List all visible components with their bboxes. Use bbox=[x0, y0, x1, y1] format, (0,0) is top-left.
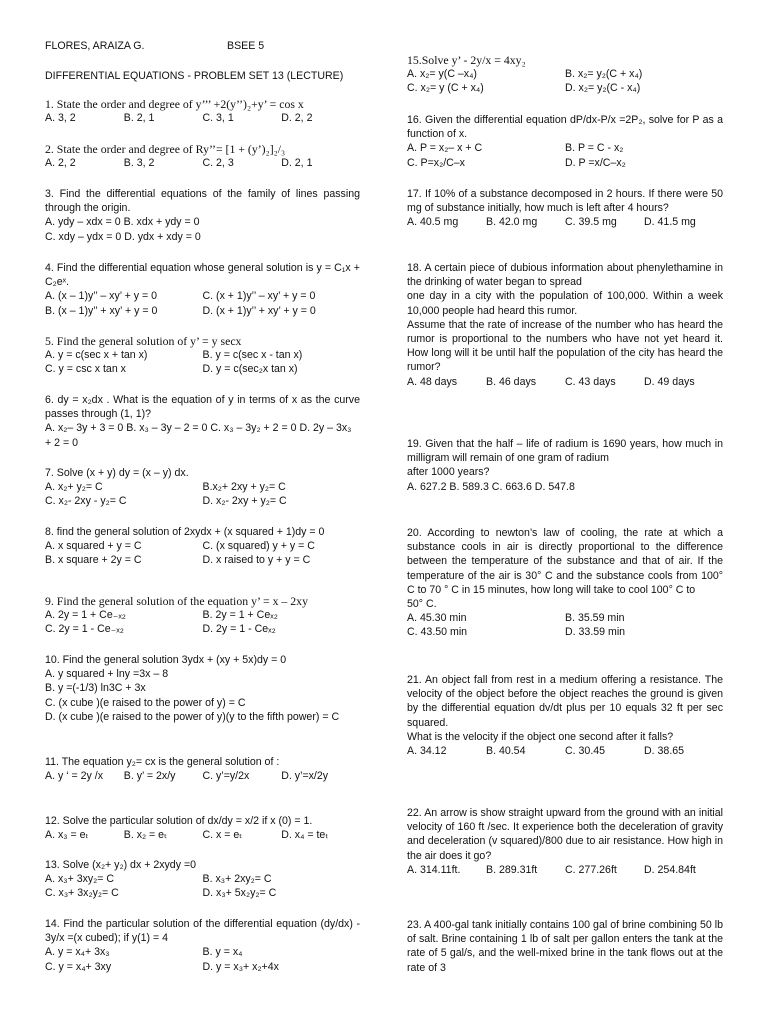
question-left-9 bbox=[45, 594, 360, 637]
question-stem: 6. dy = x₂dx . What is the equation of y in terms of x as the curve passes through (1, 1)? bbox=[45, 394, 360, 421]
question-left-13 bbox=[45, 858, 360, 901]
answer-option: B. y = x₄ bbox=[202, 946, 243, 959]
question-right-3 bbox=[407, 187, 723, 230]
answer-option: D. 2y = 1 - Ceₓ₂ bbox=[202, 623, 276, 636]
answer-option: B. 2y = 1 + Ceₓ₂ bbox=[202, 609, 278, 622]
question-stem: 20. According to newton’s law of cooling, the rate at which a substance cools in air is directly proportional to the difference between the temperature of the substance and that of air. If the temperature of the air is 30° C and the substance cools from 100° C to 70 ° C in 15 minutes, how long will take to cool 100° C to 50° C. bbox=[407, 527, 723, 611]
question-stem: 1. State the order and degree of y’’’ +2(y’’)₂+y’ = cos x bbox=[45, 97, 304, 111]
question-stem: 8. find the general solution of 2xydx + (x squared + 1)dy = 0 bbox=[45, 526, 325, 538]
question-stem: 16. Given the differential equation dP/dx-P/x =2P₂, solve for P as a function of x. bbox=[407, 114, 723, 141]
question-left-8 bbox=[45, 525, 360, 568]
answer-option: A. x squared + y = C bbox=[45, 540, 142, 553]
answer-option: C. 277.26ft bbox=[565, 863, 617, 876]
answer-options bbox=[45, 215, 360, 243]
answer-option: A. y squared + lny =3x – 8 bbox=[45, 668, 169, 681]
question-stem: 23. A 400-gal tank initially contains 100 gal of brine combining 50 lb of salt. Brine containing 1 lb of salt per gallon enters the tank at the rate of 5 gal/s, and the well-mixed brine in the tank flows out at the rate of 3 bbox=[407, 919, 723, 974]
answer-option: B. x square + 2y = C bbox=[45, 554, 142, 567]
answer-option: D. 38.65 bbox=[644, 745, 685, 758]
question-left-4 bbox=[45, 261, 360, 318]
answer-options bbox=[407, 67, 723, 95]
question-stem: 14. Find the particular solution of the differential equation (dy/dx) - 3y/x =(x cubed); if y(1) = 4 bbox=[45, 918, 360, 945]
answer-option: D. y’=x/2y bbox=[281, 770, 329, 783]
answer-option: B. 2, 1 bbox=[123, 112, 155, 125]
answer-option: A. 34.12 bbox=[407, 745, 447, 758]
answer-options bbox=[45, 156, 360, 170]
question-left-11 bbox=[45, 755, 360, 783]
answer-options bbox=[45, 945, 360, 973]
answer-option: C. x₂= y (C + x₄) bbox=[407, 82, 484, 95]
section-label: BSEE 5 bbox=[227, 40, 265, 52]
answer-option: D. 2, 2 bbox=[281, 112, 313, 125]
answer-option: C. xdy – ydx = 0 D. ydx + xdy = 0 bbox=[45, 230, 201, 243]
answer-option: C. x₂- 2xy - y₂= C bbox=[45, 495, 127, 508]
question-stem: 17. If 10% of a substance decomposed in 2 hours. If there were 50 mg of substance initially, how much is left after 4 hours? bbox=[407, 188, 723, 215]
answer-option: D. y = x₃+ x₂+4x bbox=[202, 960, 279, 973]
answer-options bbox=[45, 539, 360, 567]
answer-option: A. P = x₂– x + C bbox=[407, 142, 483, 155]
question-left-7 bbox=[45, 466, 360, 509]
question-right-9 bbox=[407, 918, 723, 975]
answer-option: B. x₂ = eₜ bbox=[123, 829, 168, 842]
answer-option: D. x₃+ 5x₂y₂= C bbox=[202, 887, 277, 900]
question-left-6 bbox=[45, 393, 360, 450]
answer-option: C. 39.5 mg bbox=[565, 216, 617, 229]
question-stem: 4. Find the differential equation whose general solution is y = C₁x + C₂eˣ. bbox=[45, 262, 360, 289]
answer-option: D. 2, 1 bbox=[281, 157, 313, 170]
answer-option: C. y = csc x tan x bbox=[45, 363, 126, 376]
question-right-6 bbox=[407, 526, 723, 640]
answer-option: C. P=x₂/C–x bbox=[407, 156, 465, 169]
answer-option: B. y = c(sec x - tan x) bbox=[202, 349, 303, 362]
answer-option: C. 43 days bbox=[565, 375, 616, 388]
answer-option: C. y = x₄+ 3xy bbox=[45, 960, 112, 973]
answer-options bbox=[407, 215, 723, 229]
answer-option: A. y = x₄+ 3x₃ bbox=[45, 946, 110, 959]
question-left-14 bbox=[45, 917, 360, 974]
answer-option: B.x₂+ 2xy + y₂= C bbox=[202, 481, 286, 494]
answer-option: C. x₃+ 3x₂y₂= C bbox=[45, 887, 119, 900]
question-stem: 9. Find the general solution of the equation y’ = x – 2xy bbox=[45, 594, 308, 608]
answer-option: B. 46 days bbox=[486, 375, 537, 388]
question-stem: 10. Find the general solution 3ydx + (xy + 5x)dy = 0 bbox=[45, 654, 287, 666]
question-left-10 bbox=[45, 653, 360, 724]
question-right-1 bbox=[407, 53, 723, 96]
answer-option: A. y = c(sec x + tan x) bbox=[45, 349, 148, 362]
answer-options bbox=[407, 480, 723, 494]
answer-option: C. 3, 1 bbox=[202, 112, 234, 125]
answer-option: D. x₂- 2xy + y₂= C bbox=[202, 495, 287, 508]
answer-option: B. x₃+ 2xy₂= C bbox=[202, 873, 272, 886]
question-right-2 bbox=[407, 113, 723, 170]
answer-option: C. 2y = 1 - Ce₋ₓ₂ bbox=[45, 623, 124, 636]
question-stem: 7. Solve (x + y) dy = (x – y) dx. bbox=[45, 467, 189, 479]
answer-option: B. (x – 1)y’’ + xy’ + y = 0 bbox=[45, 304, 158, 317]
question-left-2 bbox=[45, 142, 360, 170]
answer-options bbox=[407, 863, 723, 877]
answer-options bbox=[45, 480, 360, 508]
answer-option: B. y’ = 2x/y bbox=[123, 770, 176, 783]
answer-option: A. x₂+ y₂= C bbox=[45, 481, 103, 494]
answer-option: C. (x cube )(e raised to the power of y) = C bbox=[45, 696, 246, 709]
answer-options bbox=[45, 608, 360, 636]
question-left-3 bbox=[45, 187, 360, 244]
question-left-1 bbox=[45, 97, 360, 125]
answer-options bbox=[407, 141, 723, 169]
answer-options bbox=[407, 375, 723, 389]
student-name: FLORES, ARAIZA G. bbox=[45, 40, 145, 52]
document-title: DIFFERENTIAL EQUATIONS - PROBLEM SET 13 (LECTURE) bbox=[45, 70, 344, 82]
answer-option: C. x = eₜ bbox=[202, 829, 243, 842]
question-stem: 5. Find the general solution of y’ = y secx bbox=[45, 334, 242, 348]
question-right-4 bbox=[407, 261, 723, 389]
answer-option: C. 2, 3 bbox=[202, 157, 234, 170]
answer-option: B. 42.0 mg bbox=[486, 216, 538, 229]
question-right-5 bbox=[407, 437, 723, 494]
answer-option: A. 627.2 B. 589.3 C. 663.6 D. 547.8 bbox=[407, 480, 575, 493]
answer-option: A. 45.30 min bbox=[407, 612, 467, 625]
answer-option: B. y =(-1/3) ln3C + 3x bbox=[45, 682, 146, 695]
answer-option: D. P =x/C–x₂ bbox=[565, 156, 626, 169]
answer-options bbox=[45, 828, 360, 842]
answer-option: A. (x – 1)y’’ – xy’ + y = 0 bbox=[45, 290, 158, 303]
answer-options bbox=[45, 348, 360, 376]
answer-option: B. 40.54 bbox=[486, 745, 526, 758]
answer-option: B. 3, 2 bbox=[123, 157, 155, 170]
answer-option: D. y = c(sec₂x tan x) bbox=[202, 363, 298, 376]
answer-options bbox=[45, 421, 360, 449]
answer-options bbox=[45, 769, 360, 783]
question-right-7 bbox=[407, 673, 723, 758]
question-left-12 bbox=[45, 814, 360, 842]
answer-option: A. x₃ = eₜ bbox=[45, 829, 89, 842]
answer-option: D. (x + 1)y’’ + xy’ + y = 0 bbox=[202, 304, 316, 317]
answer-option: D. 33.59 min bbox=[565, 626, 626, 639]
answer-options bbox=[45, 111, 360, 125]
question-stem: 12. Solve the particular solution of dx/dy = x/2 if x (0) = 1. bbox=[45, 815, 313, 827]
answer-options bbox=[407, 611, 723, 639]
answer-option: B. 35.59 min bbox=[565, 612, 625, 625]
answer-option: D. 254.84ft bbox=[644, 863, 696, 876]
answer-options bbox=[45, 872, 360, 900]
answer-option: D. 41.5 mg bbox=[644, 216, 696, 229]
answer-option: C. (x squared) y + y = C bbox=[202, 540, 315, 553]
question-stem: 18. A certain piece of dubious information about phenylethamine in the drinking of water began to spread one day in a city with the population of 100,000. Within a week 10,000 people had heard this rumor. Assume that the rate of increase of the number who has heard the rumor is proportional to the numbers who have not yet heard it. How long will it be until half the population of the city has heard the rumor? bbox=[407, 262, 723, 374]
question-stem: 11. The equation y₂= cx is the general solution of : bbox=[45, 756, 280, 768]
answer-option: A. 2y = 1 + Ce₋ₓ₂ bbox=[45, 609, 126, 622]
answer-option: A. 314.11ft. bbox=[407, 863, 461, 876]
answer-option: A. 2, 2 bbox=[45, 157, 76, 170]
question-stem: 13. Solve (x₂+ y₂) dx + 2xydy =0 bbox=[45, 859, 197, 871]
question-stem: 2. State the order and degree of Ry’’= [1 + (y’)₂]₂/₃ bbox=[45, 142, 286, 156]
answer-option: A. 48 days bbox=[407, 375, 458, 388]
answer-option: A. y ‘ = 2y /x bbox=[45, 770, 103, 783]
answer-option: D. x₂= y₂(C - x₄) bbox=[565, 82, 641, 95]
answer-option: B. 289.31ft bbox=[486, 863, 538, 876]
answer-option: A. 3, 2 bbox=[45, 112, 76, 125]
answer-option: A. x₂= y(C –x₄) bbox=[407, 68, 477, 81]
answer-option: A. ydy – xdx = 0 B. xdx + ydy = 0 bbox=[45, 216, 200, 229]
answer-option: D. 49 days bbox=[644, 375, 695, 388]
answer-option: C. 43.50 min bbox=[407, 626, 468, 639]
question-stem: 15.Solve y’ - 2y/x = 4xy₂ bbox=[407, 53, 526, 67]
answer-option: A. x₂– 3y + 3 = 0 B. x₃ – 3y – 2 = 0 C. x₃ – 3y₂ + 2 = 0 D. 2y – 3x₃ + 2 = 0 bbox=[45, 422, 352, 449]
answer-options bbox=[407, 744, 723, 758]
answer-option: B. P = C - x₂ bbox=[565, 142, 624, 155]
answer-option: D. x raised to y + y = C bbox=[202, 554, 311, 567]
question-stem: 22. An arrow is show straight upward from the ground with an initial velocity of 160 ft /sec. It experience both the deceleration of gravity and deceleration (v squared)/800 due to air resistance. How high in the air does it go? bbox=[407, 807, 723, 862]
answer-option: C. (x + 1)y’’ – xy’ + y = 0 bbox=[202, 290, 316, 303]
answer-option: C. 30.45 bbox=[565, 745, 606, 758]
answer-option: D. x₄ = teₜ bbox=[281, 829, 329, 842]
header bbox=[45, 40, 265, 53]
answer-options bbox=[45, 289, 360, 317]
answer-option: B. x₂= y₂(C + x₄) bbox=[565, 68, 643, 81]
question-left-5 bbox=[45, 334, 360, 377]
question-stem: 3. Find the differential equations of the family of lines passing through the origin. bbox=[45, 188, 360, 215]
question-stem: 21. An object fall from rest in a medium offering a resistance. The velocity of the object before the object reaches the ground is given by the differential equation dv/dt plus per 10 equals 32 ft per sec squared. What is the velocity if the object one second after it falls? bbox=[407, 674, 723, 743]
answer-options bbox=[45, 667, 360, 724]
answer-option: A. x₃+ 3xy₂= C bbox=[45, 873, 115, 886]
answer-option: D. (x cube )(e raised to the power of y)(y to the fifth power) = C bbox=[45, 710, 340, 723]
answer-option: C. y’=y/2x bbox=[202, 770, 250, 783]
question-right-8 bbox=[407, 806, 723, 877]
answer-option: A. 40.5 mg bbox=[407, 216, 459, 229]
question-stem: 19. Given that the half – life of radium is 1690 years, how much in milligram will remain of one gram of radium after 1000 years? bbox=[407, 438, 723, 479]
